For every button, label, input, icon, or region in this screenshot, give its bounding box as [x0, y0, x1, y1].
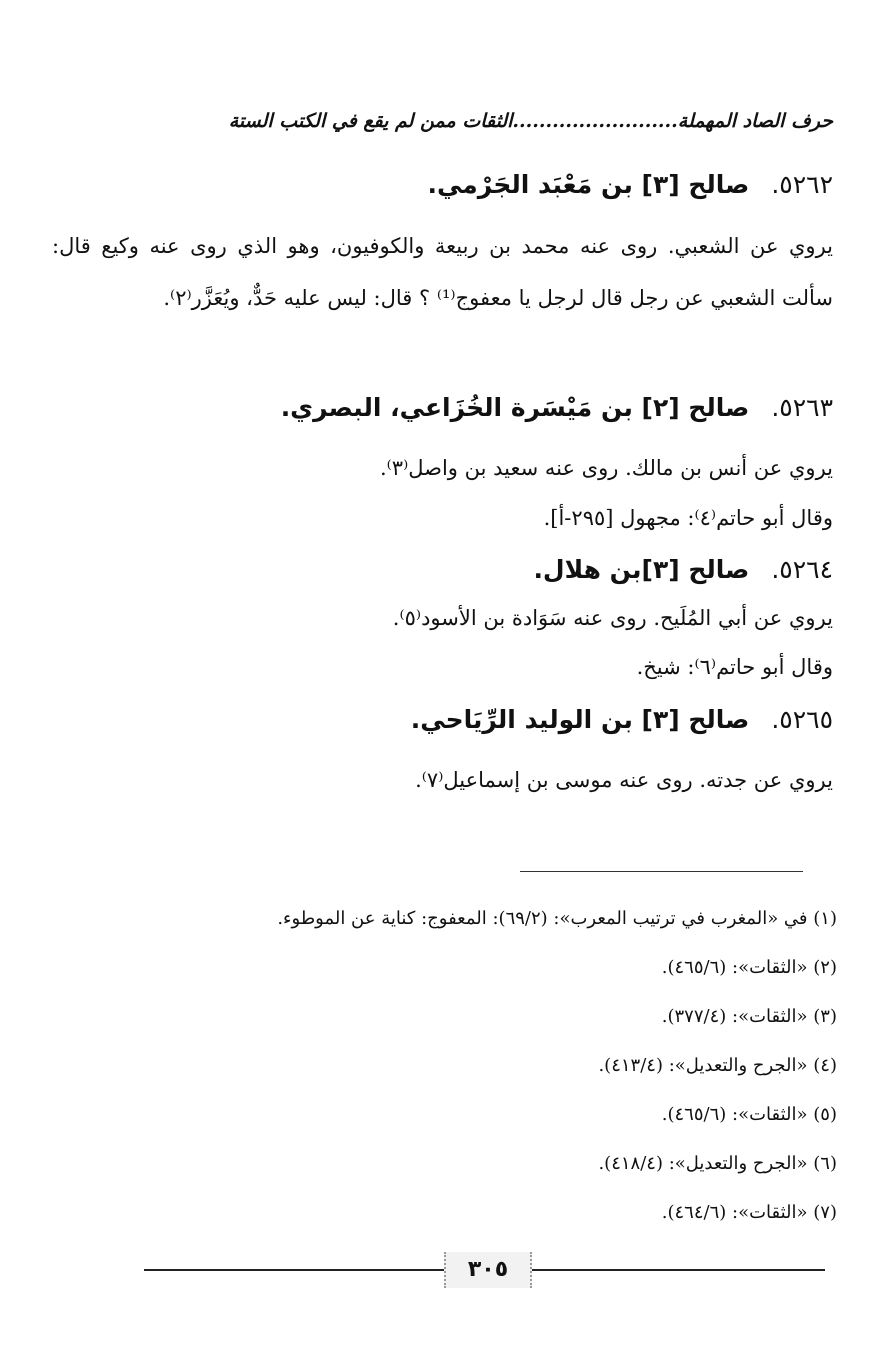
footnote: (٥) «الثقات»: (٤٦٥/٦).	[661, 1104, 837, 1125]
entry-name: صالح [٣] بن الوليد الرِّيَاحي.	[410, 705, 750, 734]
entry-heading	[52, 393, 833, 422]
entry-heading	[52, 705, 833, 734]
entry-number: ٥٢٦٣.	[771, 393, 833, 422]
entry-heading	[52, 555, 833, 584]
entry-text-line: يروي عن جدته. روى عنه موسى بن إسماعيل⁽٧⁾.	[415, 768, 833, 792]
entry-heading	[52, 170, 833, 199]
footer-rule	[144, 1269, 444, 1271]
footnote: (١) في «المغرب في ترتيب المعرب»: (٦٩/٢): المعفوج: كناية عن الموطوء.	[277, 908, 837, 929]
running-head: حرف الصاد المهملة.........................الثقات ممن لم يقع في الكتب الستة	[228, 110, 833, 132]
footnote: (٦) «الجرح والتعديل»: (٤١٨/٤).	[598, 1153, 837, 1174]
entry-text-line: وقال أبو حاتم⁽٦⁾: شيخ.	[636, 655, 833, 679]
entry-text-line: يروي عن أبي المُلَيح. روى عنه سَوَادة بن الأسود⁽٥⁾.	[392, 606, 833, 630]
entry-number: ٥٢٦٢.	[771, 170, 833, 199]
entry-name: صالح [٢] بن مَيْسَرة الخُزَاعي، البصري.	[280, 393, 750, 422]
footer-rule	[527, 1269, 825, 1271]
entry-number: ٥٢٦٤.	[771, 555, 833, 584]
footnote: (٤) «الجرح والتعديل»: (٤١٣/٤).	[598, 1055, 837, 1076]
entry-name: صالح [٣] بن مَعْبَد الجَرْمي.	[427, 170, 750, 199]
footnote-separator	[520, 871, 803, 872]
entry-name: صالح [٣]بن هلال.	[533, 555, 750, 584]
entry-text: يروي عن الشعبي. روى عنه محمد بن ربيعة والكوفيون، وهو الذي روى عنه وكيع قال: سألت الشعبي عن رجل قال لرجل يا معفوج⁽¹⁾ ؟ قال: ليس عليه حَدٌّ، ويُعَزَّر⁽٢⁾.	[52, 234, 833, 310]
page-number: ٣٠٥	[467, 1257, 509, 1282]
footnote: (٣) «الثقات»: (٣٧٧/٤).	[661, 1006, 837, 1027]
entry-text-line: وقال أبو حاتم⁽٤⁾: مجهول [٢٩٥-أ].	[543, 506, 833, 530]
footnote: (٧) «الثقات»: (٤٦٤/٦).	[661, 1202, 837, 1223]
entry-number: ٥٢٦٥.	[771, 705, 833, 734]
footnote: (٢) «الثقات»: (٤٦٥/٦).	[661, 957, 837, 978]
page-number-box	[444, 1252, 532, 1288]
entry-text-line: يروي عن أنس بن مالك. روى عنه سعيد بن واصل⁽٣⁾.	[379, 456, 833, 480]
